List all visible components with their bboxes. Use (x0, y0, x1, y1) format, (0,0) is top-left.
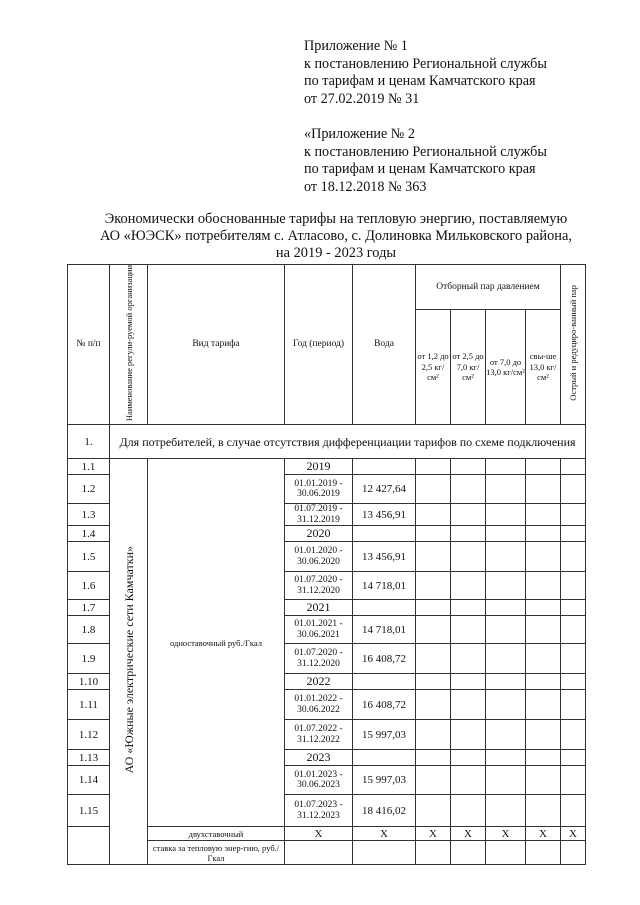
water-value (353, 459, 416, 475)
header-line: от 18.12.2018 № 363 (304, 178, 427, 195)
rate-label: ставка за тепловую энер-гию, руб./Гкал (148, 841, 285, 865)
year-label: 2023 (285, 750, 353, 766)
col-header-period: Год (период) (285, 265, 353, 425)
period-range: 01.01.2019 - 30.06.2019 (285, 475, 353, 504)
section-number: 1. (68, 425, 110, 459)
water-value: 16 408,72 (353, 690, 416, 720)
tariff-table (67, 264, 586, 865)
period-range: 01.07.2023 - 31.12.2023 (285, 795, 353, 827)
header-line: Приложение № 1 (304, 38, 408, 54)
period-range: 01.01.2022 - 30.06.2022 (285, 690, 353, 720)
col-header-steam-group: Отборный пар давлением (416, 265, 561, 310)
row-number: 1.14 (68, 766, 110, 795)
year-label: 2019 (285, 459, 353, 475)
row-number: 1.5 (68, 542, 110, 572)
period-range: 01.07.2020 - 31.12.2020 (285, 644, 353, 674)
row-number: 1.4 (68, 526, 110, 542)
row-number: 1.3 (68, 504, 110, 526)
period-range: 01.07.2022 - 31.12.2022 (285, 720, 353, 750)
col-header-tariff-type: Вид тарифа (148, 265, 285, 425)
period-range: 01.01.2020 - 30.06.2020 (285, 542, 353, 572)
header-line: по тарифам и ценам Камчатского края (304, 73, 536, 89)
header-line: к постановлению Региональной службы (304, 143, 547, 160)
year-label: 2022 (285, 674, 353, 690)
tariff-type-single: одноставочный руб./Гкал (148, 459, 285, 827)
header-line: по тарифам и ценам Камчатского края (304, 161, 536, 177)
section-title: Для потребителей, в случае отсутствия дифференциации тарифов по схеме подключения (110, 425, 586, 459)
col-header-steam-1: от 1,2 до 2,5 кг/см² (416, 310, 451, 425)
water-value: 14 718,01 (353, 572, 416, 600)
header-line: от 27.02.2019 № 31 (304, 90, 420, 107)
row-number: 1.11 (68, 690, 110, 720)
title-line: на 2019 - 2023 годы (275, 245, 397, 261)
col-header-sharp-steam: Острый и редуциро-ванный пар (561, 265, 586, 425)
col-header-steam-4: свы-ше 13,0 кг/см² (526, 310, 561, 425)
row-number: 1.8 (68, 616, 110, 644)
period-range: 01.01.2021 - 30.06.2021 (285, 616, 353, 644)
col-header-num: № п/п (68, 265, 110, 425)
row-number: 1.12 (68, 720, 110, 750)
period-range: 01.07.2019 - 31.12.2019 (285, 504, 353, 526)
title-line: АО «ЮЭСК» потребителям с. Атласово, с. Долиновка Мильковского района, (99, 228, 572, 244)
row-number: 1.13 (68, 750, 110, 766)
title-line: Экономически обоснованные тарифы на тепловую энергию, поставляемую (104, 211, 568, 227)
row-number-empty (68, 827, 110, 865)
col-header-org: Наименование регули-руемой организации (110, 265, 148, 425)
x-mark: X (285, 827, 353, 841)
header-line: «Приложение № 2 (304, 126, 415, 142)
water-value: 12 427,64 (353, 475, 416, 504)
water-value: 14 718,01 (353, 616, 416, 644)
row-number: 1.7 (68, 600, 110, 616)
water-value: 15 997,03 (353, 766, 416, 795)
water-value: 13 456,91 (353, 542, 416, 572)
tariff-type-two-part: двухставочный (148, 827, 285, 841)
col-header-water: Вода (353, 265, 416, 425)
x-mark: X (353, 827, 416, 841)
x-mark: X (561, 827, 586, 841)
x-mark: X (416, 827, 451, 841)
water-value (353, 526, 416, 542)
water-value (353, 750, 416, 766)
period-range: 01.07.2020 - 31.12.2020 (285, 572, 353, 600)
row-number: 1.15 (68, 795, 110, 827)
water-value: 15 997,03 (353, 720, 416, 750)
water-value (353, 600, 416, 616)
row-number: 1.6 (68, 572, 110, 600)
col-header-steam-2: от 2,5 до 7,0 кг/см² (451, 310, 486, 425)
water-value: 16 408,72 (353, 644, 416, 674)
year-label: 2021 (285, 600, 353, 616)
col-header-steam-3: от 7,0 до 13,0 кг/см² (486, 310, 526, 425)
water-value: 13 456,91 (353, 504, 416, 526)
water-value: 18 416,02 (353, 795, 416, 827)
document-header (304, 38, 547, 196)
document-title (70, 211, 602, 262)
x-mark: X (451, 827, 486, 841)
water-value (353, 674, 416, 690)
row-number: 1.2 (68, 475, 110, 504)
header-line: к постановлению Региональной службы (304, 55, 547, 72)
x-mark: X (526, 827, 561, 841)
row-number: 1.1 (68, 459, 110, 475)
row-number: 1.9 (68, 644, 110, 674)
period-range: 01.01.2023 - 30.06.2023 (285, 766, 353, 795)
x-mark: X (486, 827, 526, 841)
year-label: 2020 (285, 526, 353, 542)
org-name-cell: АО «Южные электрические сети Камчатки» (110, 459, 148, 865)
row-number: 1.10 (68, 674, 110, 690)
